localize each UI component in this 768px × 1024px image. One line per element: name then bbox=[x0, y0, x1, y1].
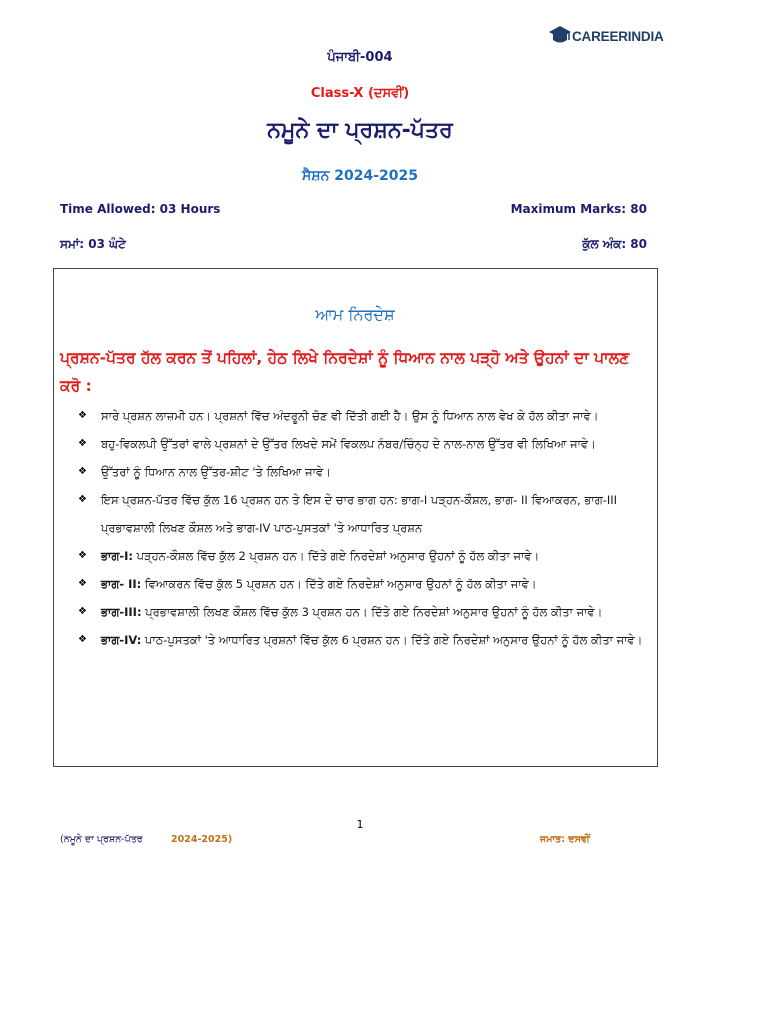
diamond-bullet-icon: ❖ bbox=[78, 438, 87, 449]
footer-title: (ਨਮੂਨੇ ਦਾ ਪ੍ਰਸ਼ਨ-ਪੱਤਰ bbox=[60, 834, 143, 845]
diamond-bullet-icon: ❖ bbox=[78, 578, 87, 589]
session-label: ਸੈਸ਼ਨ 2024-2025 bbox=[301, 168, 418, 184]
diamond-bullet-icon: ❖ bbox=[78, 494, 87, 505]
time-allowed-pa: ਸਮਾਂ: 03 ਘੰਟੇ bbox=[60, 237, 126, 251]
instructions-heading: ਆਮ ਨਿਰਦੇਸ਼ bbox=[315, 305, 395, 324]
time-allowed-en: Time Allowed: 03 Hours bbox=[60, 202, 221, 216]
list-item: ❖ ਇਸ ਪ੍ਰਸ਼ਨ-ਪੱਤਰ ਵਿੱਚ ਕੁੱਲ 16 ਪ੍ਰਸ਼ਨ ਹਨ ਤੇ ਇਸ ਦੇ ਚਾਰ ਭਾਗ ਹਨ: ਭਾਗ-I ਪੜ੍ਹਨ-ਕੌਸ਼ਲ, ਭਾਗ- II ਵਿਆਕਰਨ, ਭਾਗ-III ਪ੍ਰਭਾਵਸ਼ਾਲੀ ਲਿਖਣ ਕੌਸ਼ਲ ਅਤੇ ਭਾਗ-IV ਪਾਠ-ਪੁਸਤਕਾਂ 'ਤੇ ਆਧਾਰਿਤ ਪ੍ਰਸ਼ਨ bbox=[78, 486, 648, 542]
footer-year: 2024-2025) bbox=[171, 834, 233, 845]
careerindia-logo[interactable] bbox=[548, 24, 663, 50]
list-item: ❖ ਉੱਤਰਾਂ ਨੂੰ ਧਿਆਨ ਨਾਲ ਉੱਤਰ-ਸ਼ੀਟ 'ਤੇ ਲਿਖਿਆ ਜਾਵੇ। bbox=[78, 458, 648, 486]
class-label: Class-X (ਦਸਵੀਂ) bbox=[310, 86, 410, 101]
diamond-bullet-icon: ❖ bbox=[78, 606, 87, 617]
max-marks-pa: ਕੁੱਲ ਅੰਕ: 80 bbox=[582, 237, 647, 251]
list-item: ❖ ਬਹੁ-ਵਿਕਲਪੀ ਉੱਤਰਾਂ ਵਾਲੇ ਪ੍ਰਸ਼ਨਾਂ ਦੇ ਉੱਤਰ ਲਿਖਦੇ ਸਮੇਂ ਵਿਕਲਪ ਨੰਬਰ/ਚਿੰਨ੍ਹ ਦੇ ਨਾਲ-ਨਾਲ ਉੱਤਰ ਵੀ ਲਿਖਿਆ ਜਾਵੇ। bbox=[78, 430, 648, 458]
page-title: ਨਮੂਨੇ ਦਾ ਪ੍ਰਸ਼ਨ-ਪੱਤਰ bbox=[267, 118, 453, 143]
diamond-bullet-icon: ❖ bbox=[78, 410, 87, 421]
diamond-bullet-icon: ❖ bbox=[78, 466, 87, 477]
list-item: ❖ ਭਾਗ-I: ਪੜ੍ਹਨ-ਕੌਸ਼ਲ ਵਿੱਚ ਕੁੱਲ 2 ਪ੍ਰਸ਼ਨ ਹਨ। ਦਿੱਤੇ ਗਏ ਨਿਰਦੇਸ਼ਾਂ ਅਨੁਸਾਰ ਉਹਨਾਂ ਨੂੰ ਹੱਲ ਕੀਤਾ ਜਾਵੇ। bbox=[78, 542, 648, 570]
page-number: 1 bbox=[356, 818, 364, 831]
list-item: ❖ ਸਾਰੇ ਪ੍ਰਸ਼ਨ ਲਾਜ਼ਮੀ ਹਨ। ਪ੍ਰਸ਼ਨਾਂ ਵਿੱਚ ਅੰਦਰੂਨੀ ਚੋਣ ਵੀ ਦਿੱਤੀ ਗਈ ਹੈ। ਉਸ ਨੂੰ ਧਿਆਨ ਨਾਲ ਵੇਖ ਕੇ ਹੱਲ ਕੀਤਾ ਜਾਵੇ। bbox=[78, 402, 648, 430]
brand-name: CAREERINDIA bbox=[572, 29, 664, 44]
diamond-bullet-icon: ❖ bbox=[78, 634, 87, 645]
list-item: ❖ ਭਾਗ- II: ਵਿਆਕਰਨ ਵਿੱਚ ਕੁੱਲ 5 ਪ੍ਰਸ਼ਨ ਹਨ। ਦਿੱਤੇ ਗਏ ਨਿਰਦੇਸ਼ਾਂ ਅਨੁਸਾਰ ਉਹਨਾਂ ਨੂੰ ਹੱਲ ਕੀਤਾ ਜਾਵੇ। bbox=[78, 570, 648, 598]
list-item: ❖ ਭਾਗ-IV: ਪਾਠ-ਪੁਸਤਕਾਂ 'ਤੇ ਆਧਾਰਿਤ ਪ੍ਰਸ਼ਨਾਂ ਵਿੱਚ ਕੁੱਲ 6 ਪ੍ਰਸ਼ਨ ਹਨ। ਦਿੱਤੇ ਗਏ ਨਿਰਦੇਸ਼ਾਂ ਅਨੁਸਾਰ ਉਹਨਾਂ ਨੂੰ ਹੱਲ ਕੀਤਾ ਜਾਵੇ। bbox=[78, 626, 648, 654]
footer-class: ਜਮਾਤ: ਦਸਵੀਂ bbox=[540, 834, 590, 845]
instructions-list bbox=[78, 402, 648, 654]
diamond-bullet-icon: ❖ bbox=[78, 550, 87, 561]
instructions-intro: ਪ੍ਰਸ਼ਨ-ਪੱਤਰ ਹੱਲ ਕਰਨ ਤੋਂ ਪਹਿਲਾਂ, ਹੇਠ ਲਿਖੇ ਨਿਰਦੇਸ਼ਾਂ ਨੂੰ ਧਿਆਨ ਨਾਲ ਪੜ੍ਹੋ ਅਤੇ ਉਹਨਾਂ ਦਾ ਪਾਲਣ ਕਰੋ : bbox=[60, 349, 630, 395]
max-marks-en: Maximum Marks: 80 bbox=[510, 202, 647, 216]
list-item: ❖ ਭਾਗ-III: ਪ੍ਰਭਾਵਸ਼ਾਲੀ ਲਿਖਣ ਕੌਸ਼ਲ ਵਿੱਚ ਕੁੱਲ 3 ਪ੍ਰਸ਼ਨ ਹਨ। ਦਿੱਤੇ ਗਏ ਨਿਰਦੇਸ਼ਾਂ ਅਨੁਸਾਰ ਉਹਨਾਂ ਨੂੰ ਹੱਲ ਕੀਤਾ ਜਾਵੇ। bbox=[78, 598, 648, 626]
subject-code: ਪੰਜਾਬੀ-004 bbox=[327, 50, 393, 65]
graduation-cap-icon bbox=[548, 24, 572, 48]
